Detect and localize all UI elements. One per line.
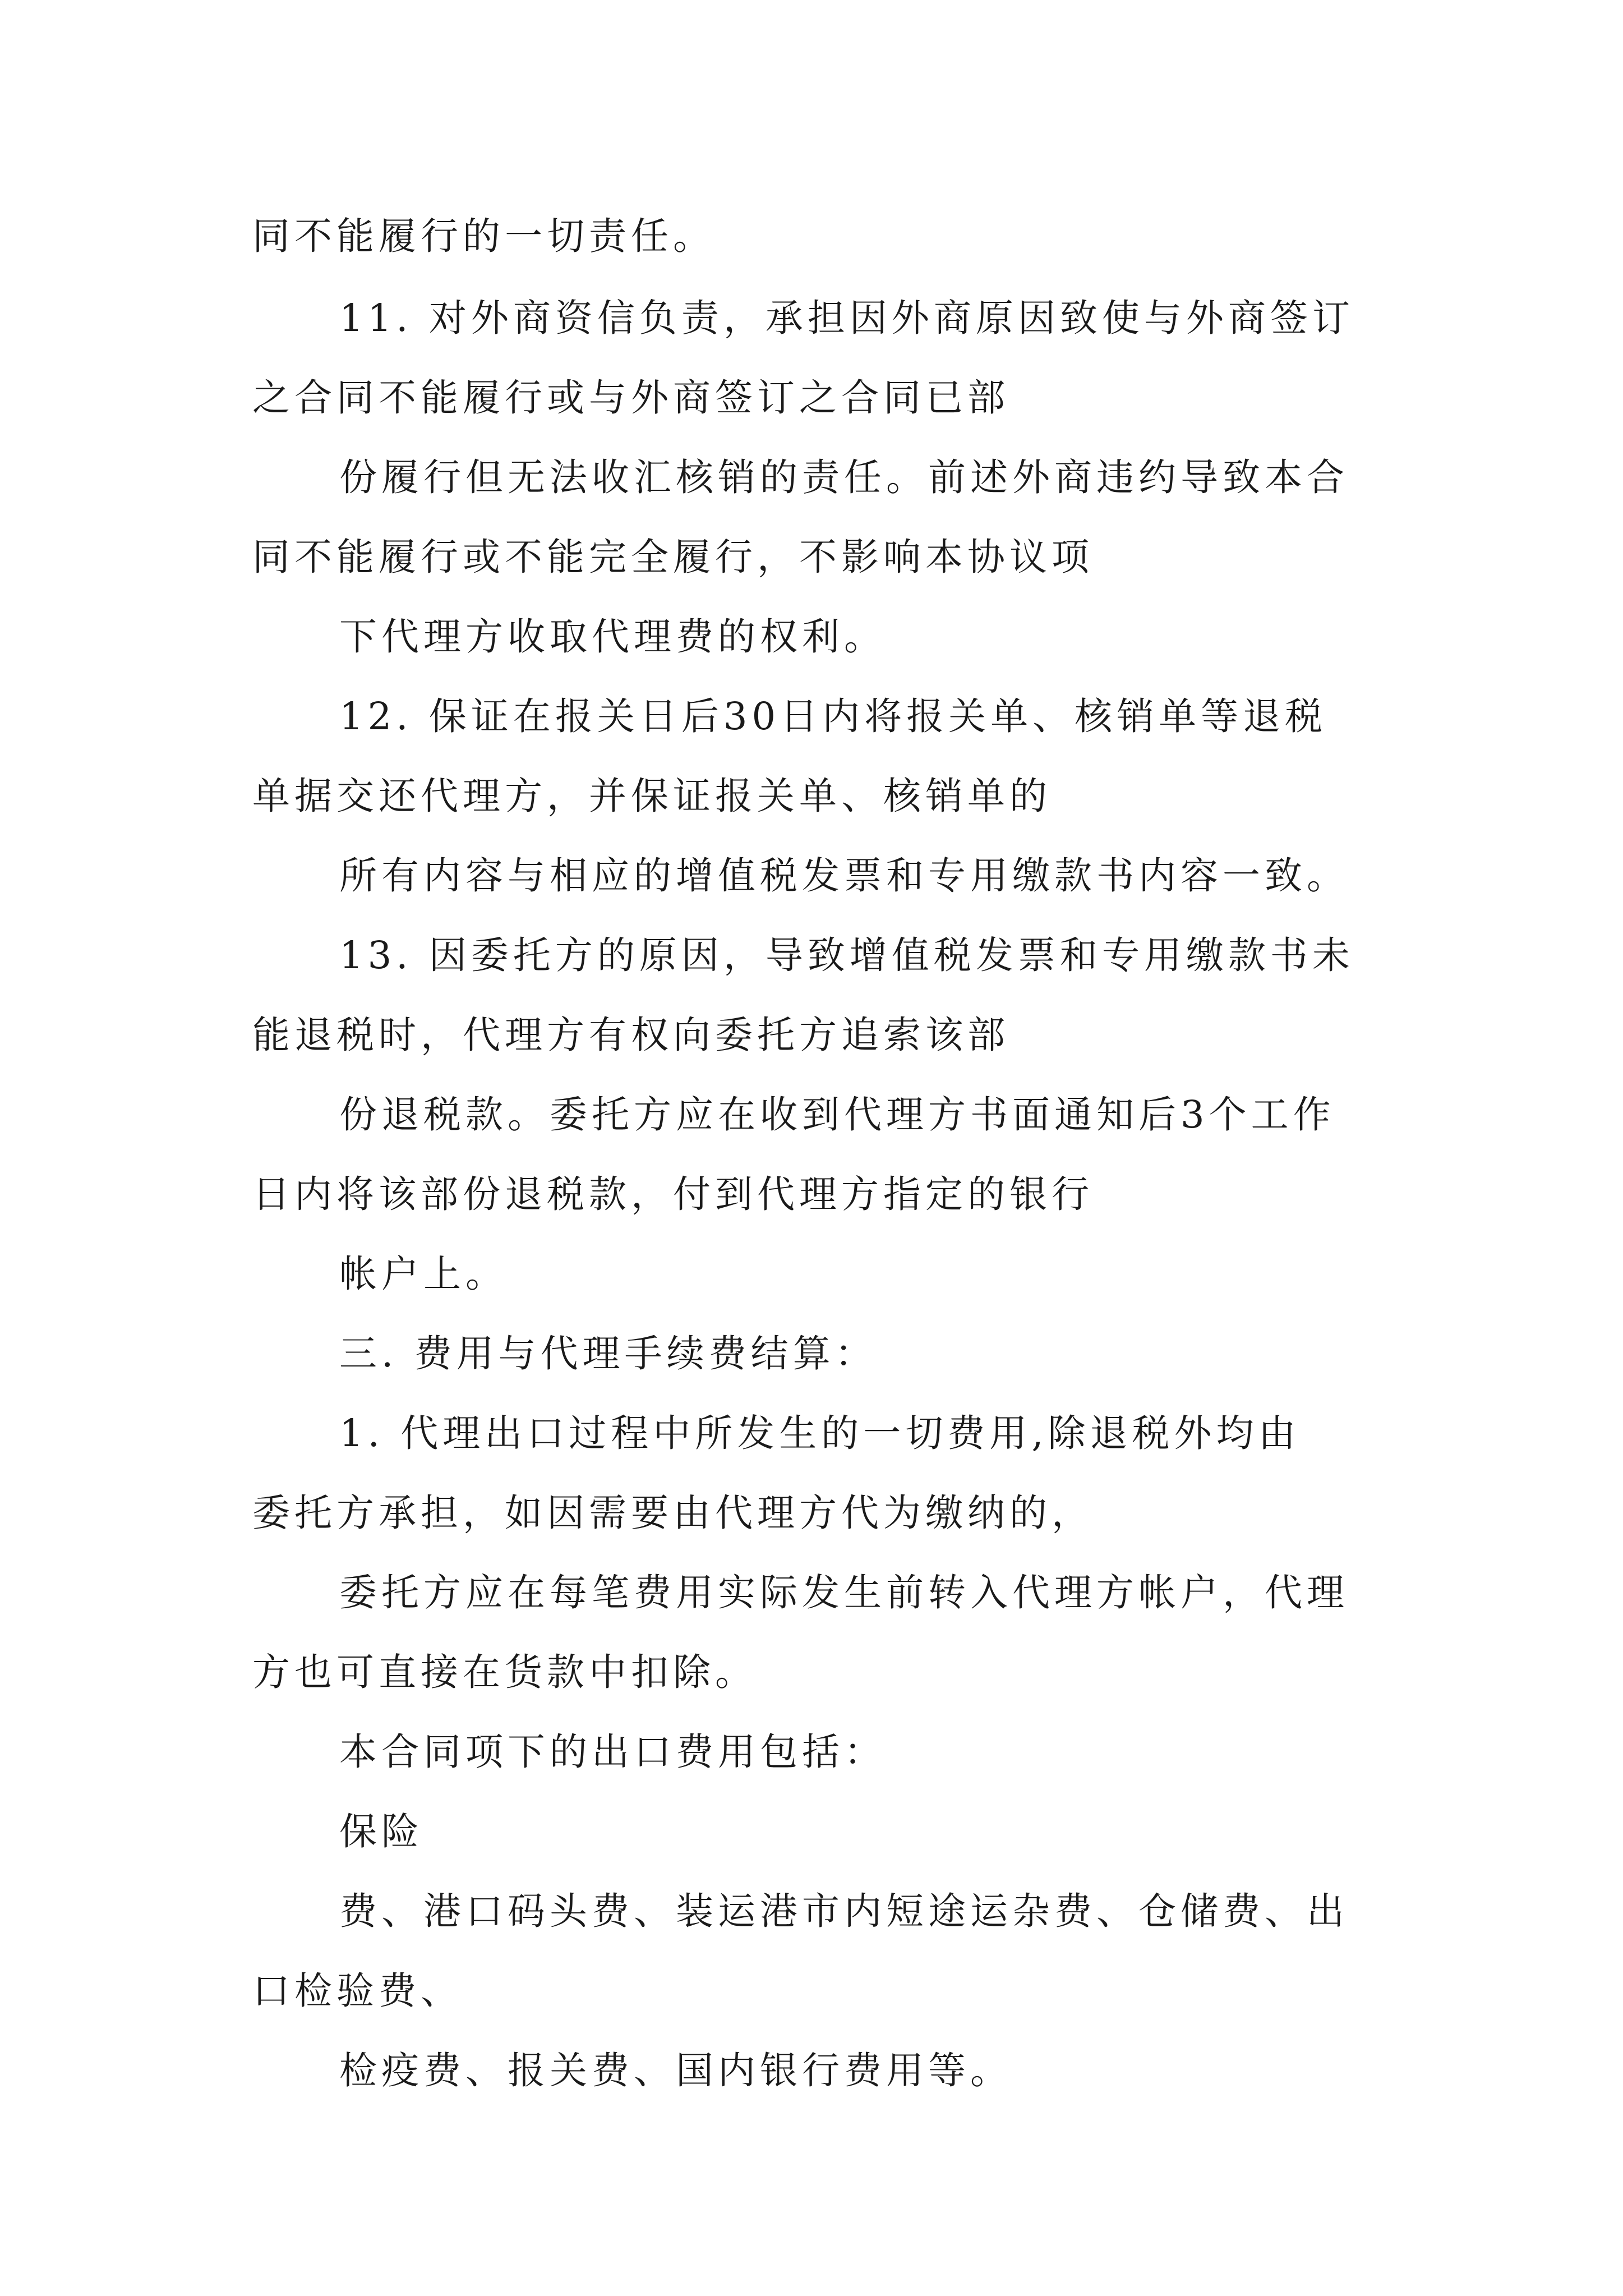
text-line: 同不能履行的一切责任。 — [252, 214, 715, 258]
text-line: 口检验费、 — [252, 1969, 463, 2013]
text-line: 份履行但无法收汇核销的责任。前述外商违约导致本合 — [339, 455, 1349, 499]
text-line: 保险 — [339, 1810, 423, 1853]
text-line: 所有内容与相应的增值税发票和专用缴款书内容一致。 — [339, 854, 1349, 898]
text-line: 1. 代理出口过程中所发生的一切费用,除退税外均由 — [339, 1411, 1301, 1455]
text-line: 委托方应在每笔费用实际发生前转入代理方帐户，代理 — [339, 1571, 1349, 1614]
text-line: 日内将该部份退税款，付到代理方指定的银行 — [252, 1172, 1094, 1216]
text-line: 13. 因委托方的原因，导致增值税发票和专用缴款书未 — [339, 933, 1354, 977]
text-line: 委托方承担，如因需要由代理方代为缴纳的， — [252, 1491, 1094, 1535]
text-line: 方也可直接在货款中扣除。 — [252, 1650, 757, 1694]
text-line: 下代理方收取代理费的权利。 — [339, 615, 886, 659]
text-line: 份退税款。委托方应在收到代理方书面通知后3个工作 — [339, 1093, 1335, 1137]
text-line: 检疫费、报关费、国内银行费用等。 — [339, 2049, 1012, 2092]
text-line: 费、港口码头费、装运港市内短途运杂费、仓储费、出 — [339, 1889, 1349, 1933]
text-line: 能退税时，代理方有权向委托方追索该部 — [252, 1013, 1009, 1057]
text-line: 本合同项下的出口费用包括： — [339, 1730, 886, 1774]
text-line: 12. 保证在报关日后30日内将报关单、核销单等退税 — [339, 694, 1327, 738]
text-line: 帐户上。 — [339, 1252, 508, 1296]
section-heading: 三. 费用与代理手续费结算： — [339, 1332, 877, 1375]
text-line: 单据交还代理方，并保证报关单、核销单的 — [252, 774, 1052, 818]
text-line: 之合同不能履行或与外商签订之合同已部 — [252, 376, 1009, 420]
text-line: 11. 对外商资信负责，承担因外商原因致使与外商签订 — [339, 296, 1354, 340]
text-line: 同不能履行或不能完全履行，不影响本协议项 — [252, 535, 1094, 579]
